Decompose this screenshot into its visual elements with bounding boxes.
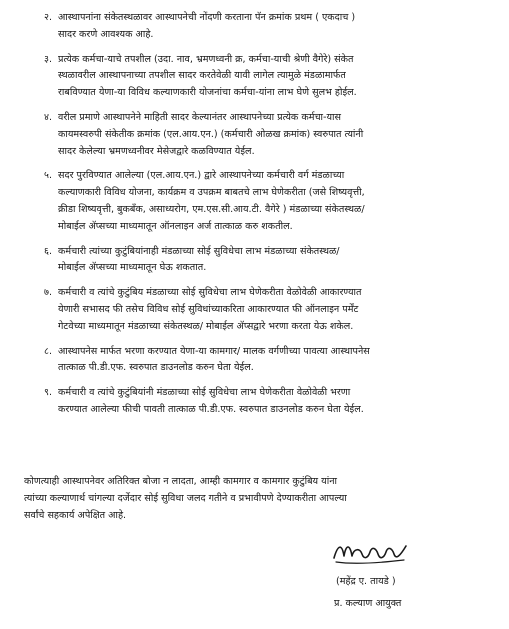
text-line: आस्थापनेस मार्फत भरणा करण्यात येणा-या कामगार/ मालक वर्गणीच्या पावत्या आस्थापनेस — [58, 345, 370, 357]
text-line: सर्वांचे सहकार्य अपेक्षित आहे. — [24, 509, 127, 521]
list-item — [12, 285, 497, 335]
text-line: स्थळावरील आस्थापनाच्या तपशील सादर करतेवेळी यावी लागेल त्यामुळे मंडळामार्फत — [58, 70, 346, 82]
text-line: कल्याणकारी विविध योजना, कार्यक्रम व उपक्रम बाबतचे लाभ घेणेकरीता (जसे शिष्यवृत्ती, — [58, 187, 365, 199]
text-line: करण्यात आलेल्या फीची पावती तात्काळ पी.डी.एफ. स्वरुपात डाउनलोड करुन घेता येईल. — [58, 403, 364, 415]
item-number: २. — [43, 12, 52, 23]
text-line: सदर पुरविण्यात आलेल्या (एल.आय.एन.) द्वारे आस्थापनेच्या कर्मचारी वर्ग मंडळाच्या — [58, 170, 345, 182]
text-line: गेटवेच्या माध्यमातून मंडळाच्या संकेतस्थळ/ मोबाईल ॲप्सद्वारे भरणा करता येऊ शकेल. — [58, 320, 354, 332]
text-line: कर्मचारी व त्यांचे कुटुंबिय मंडळाच्या सोई सुविधेचा लाभ घेणेकरीता वेळोवेळी आकारण्यात — [58, 287, 362, 299]
item-text — [58, 244, 497, 278]
numbered-list — [12, 10, 497, 427]
item-number: ७. — [43, 287, 52, 299]
text-line: येणारी सभासद फी तसेच विविध सोई सुविधांच्याकरिता आकारण्यात फी ऑनलाइन पर्मेंट — [58, 303, 359, 315]
item-text — [58, 110, 497, 160]
item-text — [58, 285, 497, 335]
item-text — [58, 168, 497, 235]
text-line: कोणत्याही आस्थापनेवर अतिरिक्त बोजा न लादता, आम्ही कामगार व कामगार कुटुंबिय यांना — [24, 476, 338, 487]
list-item — [12, 244, 497, 278]
signatory-name: (महेंद्र ए. तायडे ) — [336, 576, 396, 587]
list-item — [12, 110, 497, 160]
text-line: क्रीडा शिष्यवृत्ती, बुकबँक, असाध्यरोग, एम.एस.सी.आय.टी. वैगेरे ) मंडळाच्या संकेतस्थळ/ — [58, 203, 365, 215]
item-text — [58, 344, 497, 378]
signature-block — [300, 534, 490, 620]
item-number: ८. — [43, 345, 52, 357]
text-line: मोबाईल ॲप्सच्या माध्यमातून घेऊ शकतात. — [58, 262, 207, 274]
text-line: तात्काळ पी.डी.एफ. स्वरुपात डाउनलोड करुन घेता येईल. — [58, 362, 254, 374]
text-line: कायमस्वरुपी संकेतीक क्रमांक (एल.आय.एन.) (कर्मचारी ओळख क्रमांक) स्वरुपात त्यांनी — [58, 128, 364, 140]
list-item — [12, 385, 497, 419]
text-line: सादर करणे आवश्यक आहे. — [58, 28, 154, 40]
list-item — [12, 168, 497, 235]
item-number: ९. — [43, 387, 52, 399]
text-line: मोबाईल ॲप्सच्या माध्यमातून ऑनलाइन अर्ज तात्काळ करु शकतील. — [58, 220, 293, 232]
text-line: कर्मचारी व त्यांचे कुटुंबियांनी मंडळाच्या सोई सुविधेचा लाभ घेणेकरीता वेळोवेळी भरणा — [58, 387, 351, 399]
item-text — [58, 10, 497, 44]
closing-paragraph — [24, 474, 496, 524]
text-line: वरील प्रमाणे आस्थापनेने माहिती सादर केल्यानंतर आस्थापनेच्या प्रत्येक कर्मचा-यास — [58, 111, 342, 123]
handwritten-signature — [330, 534, 410, 568]
text-line: कर्मचारी त्यांच्या कुटुंबियांनाही मंडळाच्या सोई सुविधेचा लाभ मंडळाच्या संकेतस्थळ/ — [58, 245, 340, 257]
signatory-title: प्र. कल्याण आयुक्त — [334, 598, 402, 609]
item-number: ५. — [43, 170, 52, 182]
item-text — [58, 52, 497, 102]
item-number: ४. — [43, 111, 52, 123]
text-line: त्यांच्या कल्याणार्थ चांगल्या दर्जेदार सोई सुविधा जलद गतीने व प्रभावीपणे देण्याकरीता आपल्या — [24, 492, 347, 504]
text-line: प्रत्येक कर्मचा-याचे तपशील (उदा. नाव, भ्रमणध्वनी क्र, कर्मचा-याची श्रेणी वैगेरे) संकेत — [58, 53, 354, 65]
text-line: आस्थापनांना संकेतस्थळावर आस्थापनेची नोंदणी करताना पॅन क्रमांक प्रथम ( एकदाच ) — [58, 12, 356, 23]
list-item — [12, 344, 497, 378]
item-number: ३. — [43, 53, 52, 65]
list-item — [12, 52, 497, 102]
text-line: राबविण्यात येणा-या विविध कल्याणकारी योजनांचा कर्मचा-यांना लाभ घेणे सुलभ होईल. — [58, 87, 357, 99]
text-line: सादर केलेल्या भ्रमणध्वनीवर मेसेजद्वारे कळविण्यात येईल. — [58, 145, 255, 157]
item-text — [58, 385, 497, 419]
list-item — [12, 10, 497, 44]
item-number: ६. — [43, 245, 52, 257]
